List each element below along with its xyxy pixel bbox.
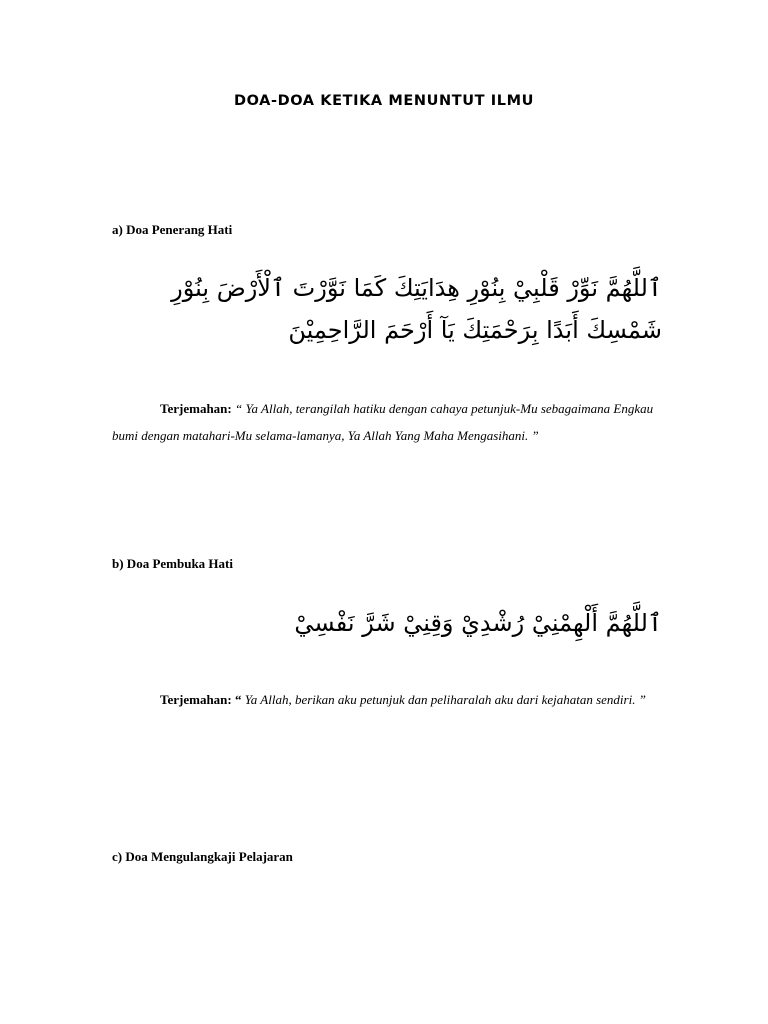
section-b-heading: b) Doa Pembuka Hati xyxy=(112,556,233,571)
section-a-translation-label: Terjemahan: xyxy=(160,401,232,416)
section-a-translation-text: “ Ya Allah, terangilah hatiku dengan cahaya petunjuk-Mu sebagaimana Engkau bumi dengan matahari-Mu selama-lamanya, Ya Allah Yang Maha Mengasihani. ” xyxy=(112,401,654,443)
section-a-arabic-line-2: شَمْسِكَ أَبَدًا بِرَحْمَتِكَ يَآ أَرْحَمَ الرَّاحِمِيْنَ xyxy=(288,316,662,344)
section-b-arabic-line-1: ٱللَّهُمَّ أَلْهِمْنِيْ رُشْدِيْ وَقِنِيْ شَرَّ نَفْسِيْ xyxy=(294,609,662,637)
section-a-translation xyxy=(112,395,664,449)
section-b-translation-label: Terjemahan: “ xyxy=(160,692,242,707)
section-a-arabic-line-1: ٱللَّهُمَّ نَوِّرْ قَلْبِيْ بِنُوْرِ هِدَايَتِكَ كَمَا نَوَّرْتَ ٱلْأَرْضَ بِنُوْرِ xyxy=(171,274,662,302)
section-a-heading: a) Doa Penerang Hati xyxy=(112,222,233,237)
section-c-heading: c) Doa Mengulangkaji Pelajaran xyxy=(112,849,293,864)
page-title: DOA-DOA KETIKA MENUNTUT ILMU xyxy=(233,93,534,109)
section-b-translation-text: Ya Allah, berikan aku petunjuk dan peliharalah aku dari kejahatan sendiri. ” xyxy=(241,692,646,707)
section-b-translation xyxy=(112,686,664,713)
section-a-arabic-prayer xyxy=(102,267,662,351)
section-b-arabic-prayer xyxy=(102,602,662,644)
